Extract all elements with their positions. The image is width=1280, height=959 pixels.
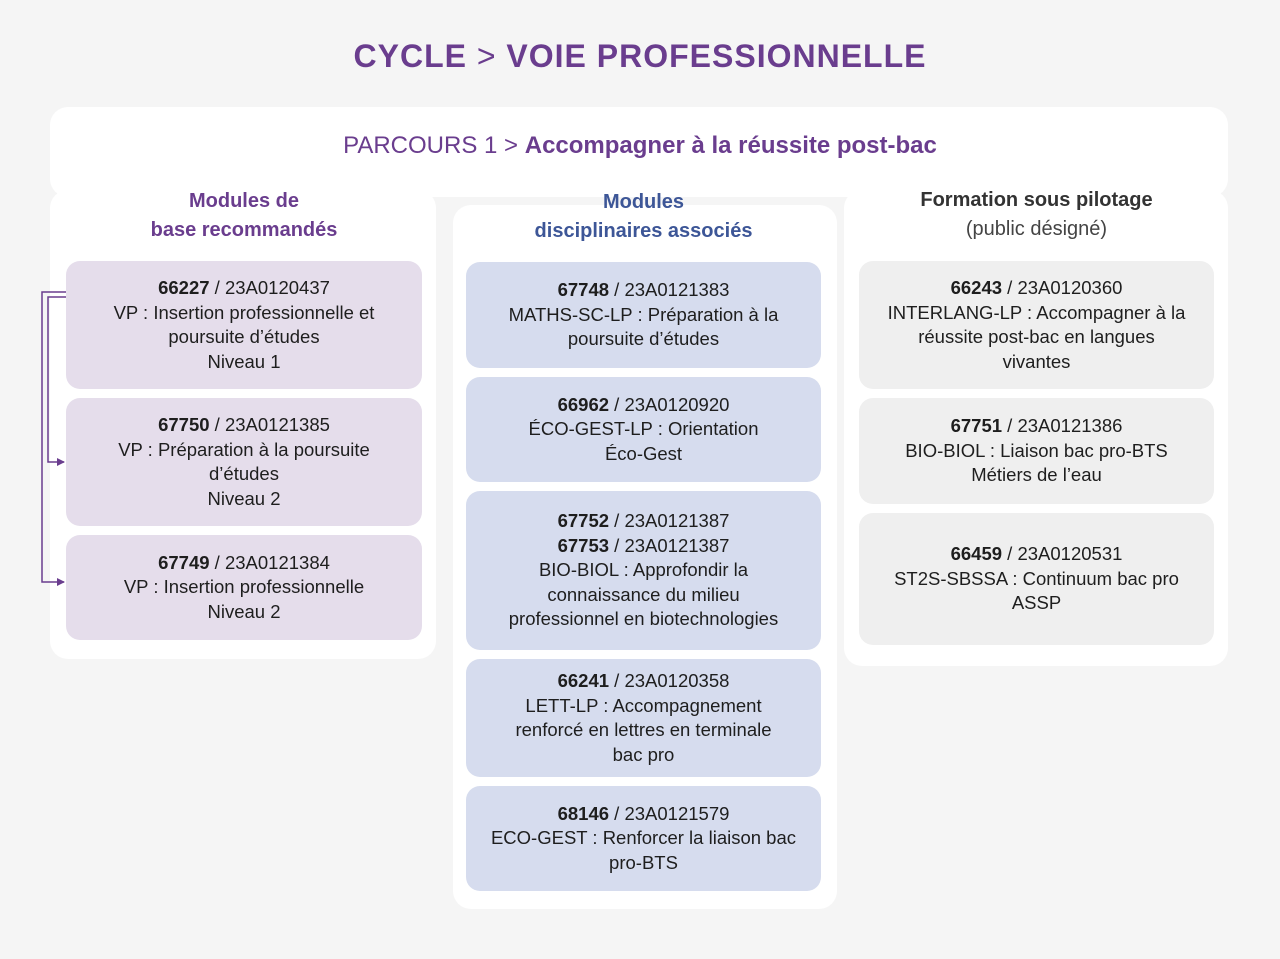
module-code: 66227	[158, 277, 210, 298]
module-code: 66243	[950, 277, 1003, 298]
module-text: Renforcer la liaison bac	[602, 827, 797, 849]
parcours-name: Accompagner à la réussite post-bac	[524, 132, 937, 159]
module-text: réussite post-bac en langues	[918, 326, 1155, 347]
module-ref: / 23A0120360	[1002, 277, 1123, 298]
module-prefix: BIO-BIOL :	[538, 559, 633, 581]
module-prefix: VP :	[113, 301, 154, 323]
module-text: Continuum bac pro	[1022, 567, 1179, 589]
module-text: Orientation	[667, 418, 759, 440]
module-prefix: VP :	[123, 576, 164, 598]
module-ref: / 23A0120437	[209, 277, 330, 298]
module-prefix: MATHS-SC-LP :	[508, 303, 648, 325]
module-code: 66459	[950, 543, 1003, 565]
module-prefix: INTERLANG-LP :	[887, 301, 1037, 323]
module-ref: / 23A0121387	[609, 510, 730, 532]
column-header-base	[66, 187, 422, 245]
module-prefix: ST2S-SBSSA :	[894, 567, 1023, 589]
module-code: 67750	[158, 414, 210, 435]
module-text: Accompagner à la	[1036, 301, 1186, 323]
module-card	[66, 261, 422, 389]
module-code: 67753	[557, 534, 610, 556]
column-header-subline: (public désigné)	[965, 218, 1108, 240]
parcours-subtitle	[0, 132, 1280, 160]
module-text: Préparation à la poursuite	[157, 438, 370, 460]
module-text: Métiers de l’eau	[971, 464, 1102, 486]
module-card	[466, 377, 821, 482]
module-ref: / 23A0121387	[609, 534, 730, 556]
module-text: poursuite d’études	[567, 328, 720, 350]
module-text: Éco-Gest	[604, 442, 683, 464]
module-text: Accompagnement	[612, 694, 762, 716]
module-card	[466, 491, 821, 650]
module-text: vivantes	[1002, 350, 1071, 372]
module-text: Liaison bac pro-BTS	[1000, 439, 1168, 461]
module-card	[859, 261, 1214, 389]
module-card	[466, 262, 821, 368]
module-code: 67751	[950, 415, 1003, 437]
module-code: 66241	[557, 670, 610, 691]
module-card	[466, 659, 821, 777]
module-ref: / 23A0121384	[209, 551, 330, 573]
module-ref: / 23A0120358	[609, 670, 730, 691]
module-text: ASSP	[1011, 592, 1062, 614]
column-header-line: disciplinaires associés	[534, 220, 753, 242]
column-header-line: base recommandés	[150, 219, 338, 241]
module-ref: / 23A0121383	[609, 279, 730, 301]
column-header-line: Formation sous pilotage	[920, 189, 1153, 211]
module-level: Niveau 1	[207, 350, 281, 372]
module-prefix: VP :	[118, 438, 158, 460]
parcours-number: PARCOURS 1	[343, 132, 498, 159]
title-separator: >	[476, 38, 497, 74]
module-ref: / 23A0121579	[609, 802, 730, 824]
module-text: pro-BTS	[609, 851, 678, 873]
module-text: Approfondir la	[632, 559, 749, 581]
module-code: 68146	[557, 802, 610, 824]
module-level: Niveau 2	[207, 600, 281, 622]
parcours-separator: >	[504, 132, 519, 159]
module-text: connaissance du milieu	[547, 583, 740, 605]
module-prefix: BIO-BIOL :	[905, 439, 1001, 461]
column-header-line: Modules	[602, 191, 685, 213]
module-text: bac pro	[612, 743, 675, 765]
module-card	[859, 398, 1214, 504]
column-header-pilotage	[859, 186, 1214, 244]
page-title	[0, 38, 1280, 75]
module-level: Niveau 2	[207, 487, 281, 509]
module-code: 66962	[557, 393, 610, 415]
module-prefix: ECO-GEST :	[490, 827, 603, 849]
module-ref: / 23A0121385	[209, 414, 330, 435]
module-ref: / 23A0120920	[609, 393, 730, 415]
module-card	[859, 513, 1214, 645]
module-text: d’études	[209, 463, 279, 484]
module-ref: / 23A0121386	[1002, 415, 1123, 437]
module-card	[66, 398, 422, 526]
module-text: professionnel en biotechnologies	[508, 608, 779, 630]
module-code: 67752	[557, 510, 610, 532]
module-code: 67749	[158, 551, 210, 573]
column-header-line: Modules de	[188, 190, 299, 212]
module-code: 67748	[557, 279, 610, 301]
title-voie: VOIE PROFESSIONNELLE	[506, 38, 927, 74]
module-text: renforcé en lettres en terminale	[515, 719, 772, 740]
module-prefix: ÉCO-GEST-LP :	[528, 418, 668, 440]
module-text: Préparation à la	[647, 303, 779, 325]
column-header-disciplinaires	[466, 188, 821, 246]
module-card	[66, 535, 422, 640]
title-cycle: CYCLE	[353, 38, 467, 74]
module-ref: / 23A0120531	[1002, 543, 1123, 565]
module-text: Insertion professionnelle	[163, 576, 365, 598]
module-prefix: LETT-LP :	[525, 694, 613, 716]
module-card	[466, 786, 821, 891]
module-text: poursuite d’études	[168, 326, 320, 347]
module-text: Insertion professionnelle et	[153, 301, 375, 323]
